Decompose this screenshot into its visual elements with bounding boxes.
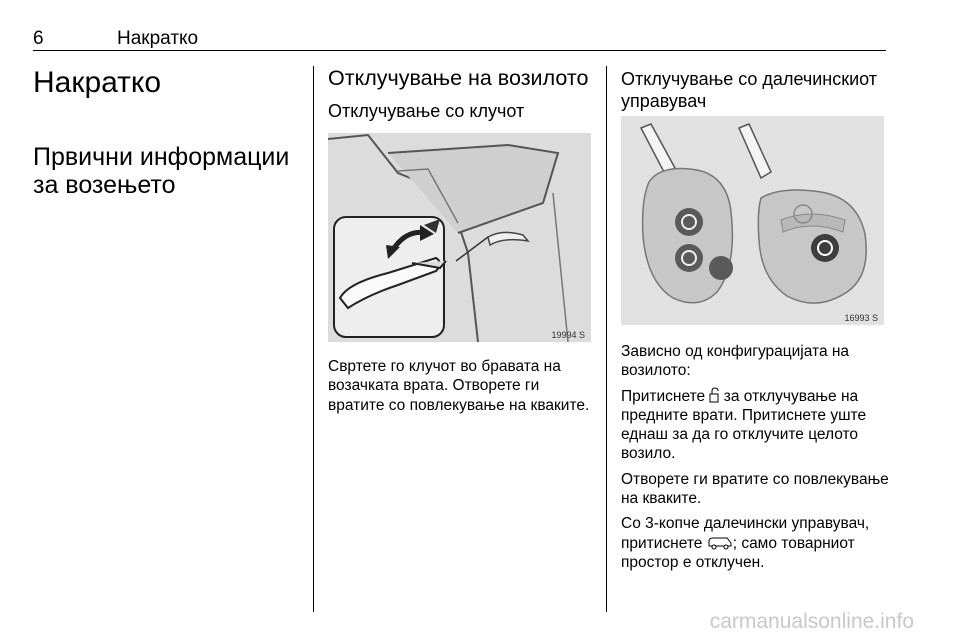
running-title: Накратко [117,28,199,49]
van-icon [707,536,733,550]
section-title-unlock: Отклучување на возилото [328,66,589,90]
paragraph-cargo-lead: Со 3-копче далечински управувач, притиснете [621,515,870,552]
figure-door-key [328,133,591,342]
watermark: carmanualsonline.info [709,610,914,633]
paragraph-unlock-front-lead: Притиснете [621,387,706,405]
subsection-title-key: Отклучување со клучот [328,101,525,121]
paragraph-open-doors: Отворете ги вратите со повлекување на кваките. [621,470,889,508]
remote-keys-illustration [621,116,884,325]
header-rule [33,50,886,51]
unlock-icon [709,387,719,403]
column-divider-left [313,66,314,612]
page-number: 6 [33,28,44,49]
section-title: Првични информации за возењето [33,143,290,199]
column-divider-right [606,66,607,612]
figure-remote-keys [621,116,884,325]
figure-ref: 19994 S [551,330,585,340]
paragraph-unlock-front [621,387,889,464]
chapter-title: Накратко [33,66,162,99]
body-text-remote [621,342,889,578]
paragraph-cargo-tail: ; само товарниот простор е отклучен. [621,534,855,571]
figure-ref: 16993 S [844,313,878,323]
subsection-title-remote: Отклучување со далечинскиот управувач [621,69,878,111]
paragraph-cargo-unlock [621,514,889,572]
paragraph-config: Зависно од конфигурацијата на возилото: [621,343,850,380]
paragraph-unlock-front-tail: за отклучување на предните врати. Притиснете уште еднаш за да го отклучите целото возило. [621,387,867,463]
door-handle-illustration [328,133,591,342]
body-text-key: Свртете го клучот во бравата на возачката врата. Отворете ги вратите со повлекување на кваките. [328,358,590,414]
